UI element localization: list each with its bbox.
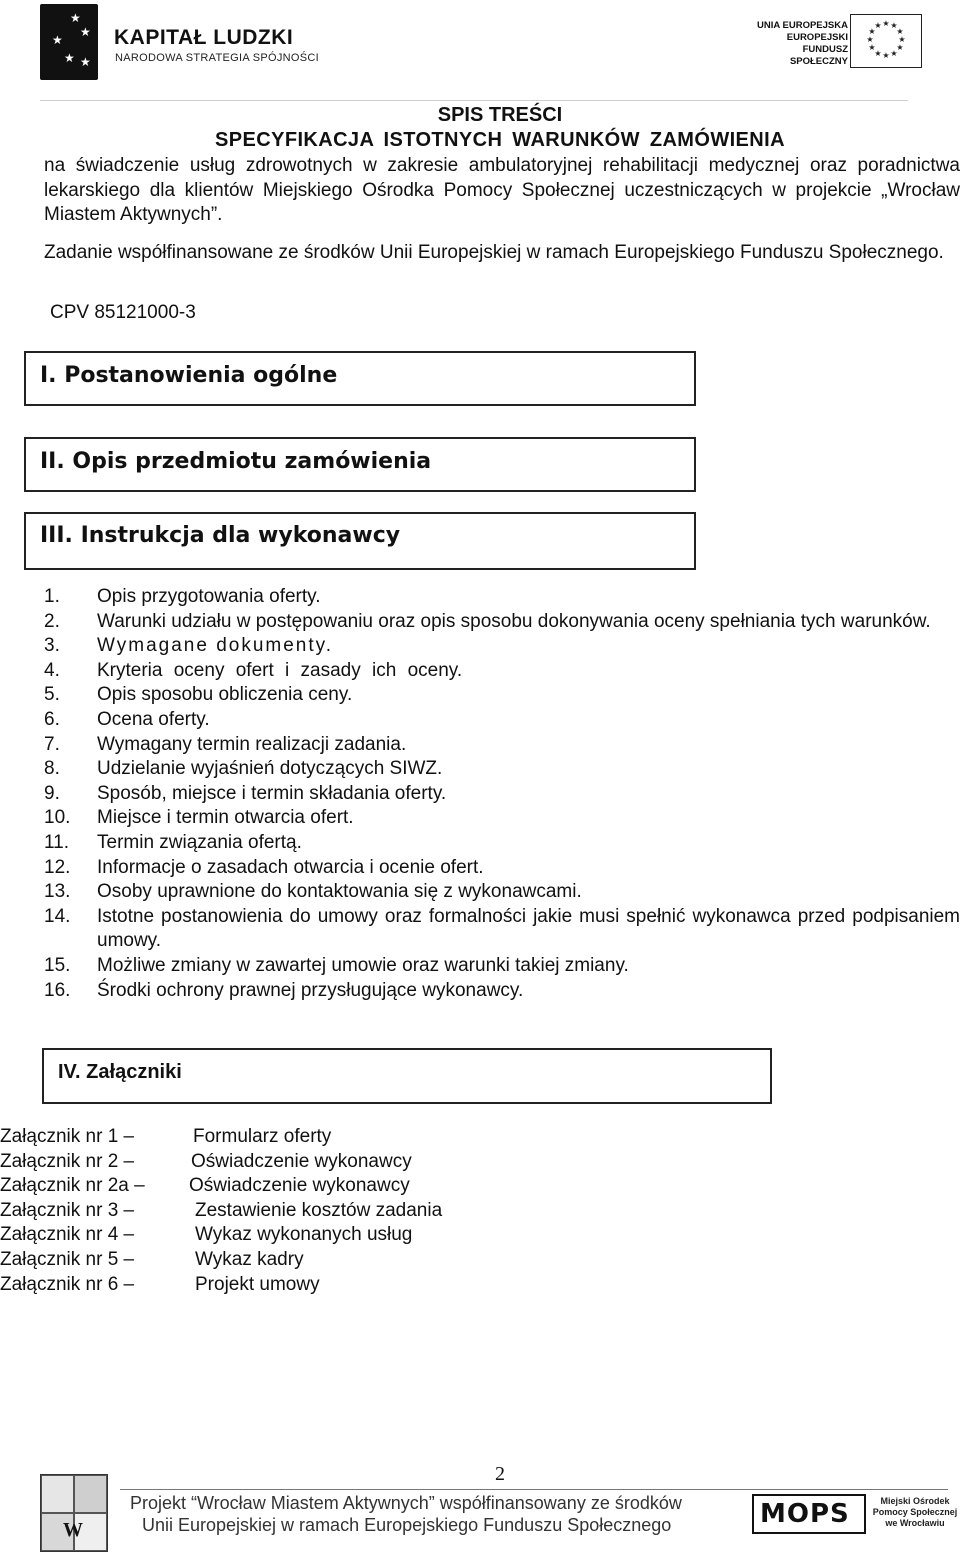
item-text: Możliwe zmiany w zawartej umowie oraz warunki takiej zmiany. <box>97 954 629 976</box>
footer-line: Projekt “Wrocław Miastem Aktywnych” współfinansowany ze środków <box>130 1493 682 1513</box>
list-item <box>44 782 960 807</box>
item-number: 11. <box>44 831 70 853</box>
list-item <box>44 585 960 610</box>
section-box-subject <box>24 437 696 492</box>
svg-text:★: ★ <box>896 27 904 36</box>
footer-project-text <box>130 1492 682 1536</box>
item-number: 10. <box>44 807 71 829</box>
document-title: SPIS TREŚCI <box>437 104 563 126</box>
list-item <box>44 610 960 635</box>
item-number: 8. <box>44 758 60 780</box>
section-heading: II. Opis przedmiotu zamówienia <box>40 449 432 474</box>
item-number: 14. <box>44 905 71 927</box>
logo-subtitle: NARODOWA STRATEGIA SPÓJNOŚCI <box>115 52 319 64</box>
attachment-description: Oświadczenie wykonawcy <box>191 1150 412 1172</box>
attachment-description: Zestawienie kosztów zadania <box>195 1199 443 1221</box>
list-item <box>44 659 960 684</box>
svg-text:★: ★ <box>866 35 874 44</box>
eu-logo <box>742 14 922 70</box>
cofunding-paragraph: Zadanie współfinansowane ze środków Unii Europejskiej w ramach Europejskiego Funduszu Społecznego. <box>44 242 944 263</box>
item-text: Wymagane dokumenty. <box>97 635 334 657</box>
item-text: Kryteria oceny ofert i zasady ich oceny. <box>97 659 463 681</box>
attachment-description: Formularz oferty <box>193 1126 332 1147</box>
list-item <box>44 634 960 659</box>
footer-line: Unii Europejskiej w ramach Europejskiego Funduszu Społecznego <box>142 1515 672 1535</box>
svg-text:★: ★ <box>890 21 898 30</box>
svg-text:★: ★ <box>868 27 876 36</box>
attachment-description: Wykaz kadry <box>195 1248 304 1270</box>
item-text: Informacje o zasadach otwarcia i ocenie ofert. <box>97 856 484 878</box>
item-text: Osoby uprawnione do kontaktowania się z wykonawcami. <box>97 881 582 903</box>
mops-logo-text: MOPS <box>760 1499 850 1529</box>
item-text: Wymagany termin realizacji zadania. <box>97 733 407 755</box>
item-number: 5. <box>44 684 60 706</box>
human-capital-stars-icon: ★ ★ ★ ★ ★ <box>40 4 98 80</box>
item-text: Opis przygotowania oferty. <box>97 586 321 607</box>
attachment-label: Załącznik nr 6 – <box>0 1273 135 1295</box>
item-number: 12. <box>44 856 71 878</box>
intro-paragraph: na świadczenie usług zdrowotnych w zakresie ambulatoryjnej rehabilitacji medycznej oraz poradnictwa lekarskiego dla klientów Miejskiego Ośrodka Pomocy Społecznej uczestniczących w projekcie „Wrocław Miastem Aktywnych”. <box>44 155 960 225</box>
mops-caption <box>870 1496 960 1529</box>
mops-caption-line: Pomocy Społecznej <box>872 1507 958 1517</box>
list-item <box>44 733 960 758</box>
attachment-label: Załącznik nr 2a – <box>0 1175 145 1197</box>
mops-caption-line: we Wrocławiu <box>885 1518 945 1528</box>
item-number: 3. <box>44 635 60 657</box>
item-number: 7. <box>44 733 60 755</box>
list-item <box>44 954 960 979</box>
list-item <box>44 905 960 954</box>
section-heading: III. Instrukcja dla wykonawcy <box>40 523 401 548</box>
section-box-attachments <box>42 1048 772 1104</box>
attachment-label: Załącznik nr 4 – <box>0 1224 135 1246</box>
cpv-code: CPV 85121000-3 <box>50 302 196 323</box>
mops-caption-line: Miejski Ośrodek <box>880 1496 950 1506</box>
attachment-description: Oświadczenie wykonawcy <box>189 1175 410 1197</box>
list-item <box>44 831 960 856</box>
svg-text:★: ★ <box>882 19 890 28</box>
svg-text:★: ★ <box>882 51 890 60</box>
list-item <box>44 683 960 708</box>
instructions-list <box>44 585 960 1003</box>
kapital-ludzki-logo <box>40 4 340 84</box>
item-number: 1. <box>44 586 60 607</box>
item-text: Warunki udziału w postępowaniu oraz opis sposobu dokonywania oceny spełniania tych warunków. <box>97 610 931 632</box>
attachment-description: Wykaz wykonanych usług <box>195 1224 413 1246</box>
eu-logo-line: EUROPEJSKI <box>786 32 848 43</box>
item-text: Sposób, miejsce i termin składania oferty. <box>97 782 447 804</box>
svg-text:★: ★ <box>898 35 906 44</box>
item-text: Środki ochrony prawnej przysługujące wykonawcy. <box>97 979 524 1001</box>
attachment-label: Załącznik nr 2 – <box>0 1150 135 1172</box>
svg-text:★: ★ <box>874 21 882 30</box>
item-number: 2. <box>44 610 60 632</box>
logo-title: KAPITAŁ LUDZKI <box>114 26 294 49</box>
item-number: 9. <box>44 782 60 804</box>
list-item <box>44 880 960 905</box>
attachment-label: Załącznik nr 1 – <box>0 1126 135 1147</box>
svg-text:★: ★ <box>868 43 876 52</box>
item-text: Udzielanie wyjaśnień dotyczących SIWZ. <box>97 758 443 780</box>
item-number: 4. <box>44 659 60 681</box>
item-number: 6. <box>44 708 60 730</box>
eu-logo-text <box>742 20 848 68</box>
item-text: Termin związania ofertą. <box>97 831 302 853</box>
mops-logo <box>752 1494 866 1534</box>
list-item <box>44 708 960 733</box>
eu-flag-icon <box>850 14 922 68</box>
header-divider <box>40 100 908 101</box>
footer-divider <box>120 1489 948 1490</box>
svg-text:★: ★ <box>890 49 898 58</box>
list-item <box>44 979 960 1004</box>
attachment-description: Projekt umowy <box>195 1273 320 1295</box>
attachment-label: Załącznik nr 3 – <box>0 1199 135 1221</box>
attachment-label: Załącznik nr 5 – <box>0 1248 135 1270</box>
item-text: Opis sposobu obliczenia ceny. <box>97 684 353 706</box>
list-item <box>44 856 960 881</box>
item-text: Ocena oferty. <box>97 708 210 730</box>
document-subtitle: SPECYFIKACJA ISTOTNYCH WARUNKÓW ZAMÓWIENIA <box>215 129 785 151</box>
item-number: 13. <box>44 881 71 903</box>
item-text: Miejsce i termin otwarcia ofert. <box>97 807 354 829</box>
eu-logo-line: UNIA EUROPEJSKA <box>757 20 848 31</box>
item-number: 16. <box>44 979 71 1001</box>
wroclaw-coat-of-arms-icon: W <box>40 1474 108 1552</box>
svg-text:★: ★ <box>896 43 904 52</box>
section-box-general <box>24 351 696 406</box>
section-heading: IV. Załączniki <box>58 1061 182 1083</box>
page-number: 2 <box>495 1463 505 1485</box>
svg-text:★: ★ <box>874 49 882 58</box>
item-number: 15. <box>44 954 71 976</box>
item-text: Istotne postanowienia do umowy oraz formalności jakie musi spełnić wykonawca przed podpisaniem umowy. <box>97 905 960 952</box>
section-box-instructions <box>24 512 696 570</box>
eu-logo-line: FUNDUSZ SPOŁECZNY <box>789 44 848 67</box>
list-item <box>44 806 960 831</box>
section-heading: I. Postanowienia ogólne <box>40 363 338 388</box>
list-item <box>44 757 960 782</box>
